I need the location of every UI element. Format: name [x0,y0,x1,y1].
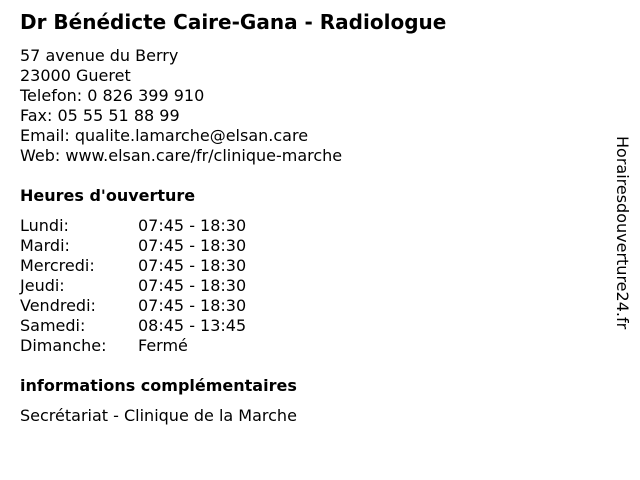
day-label: Mardi: [20,236,70,255]
extra-info-text: Secrétariat - Clinique de la Marche [20,406,297,425]
day-label: Vendredi: [20,296,96,315]
address-city: 23000 Gueret [20,66,131,85]
day-label: Jeudi: [20,276,65,295]
hours-row-wednesday [20,256,600,276]
website-address: Web: www.elsan.care/fr/clinique-marche [20,146,343,165]
day-label: Dimanche: [20,336,107,355]
phone-number: Telefon: 0 826 399 910 [20,86,205,105]
day-label: Mercredi: [20,256,95,275]
day-time: 07:45 - 18:30 [138,296,247,315]
site-brand-vertical: Horairesdouverture24.fr [613,136,632,330]
day-time: 08:45 - 13:45 [138,316,247,335]
hours-row-friday [20,296,600,316]
listing-card [20,8,600,426]
contact-block [20,46,600,166]
hours-row-monday [20,216,600,236]
day-time: 07:45 - 18:30 [138,256,247,275]
day-time: Fermé [138,336,188,355]
hours-row-thursday [20,276,600,296]
page-title: Dr Bénédicte Caire-Gana - Radiologue [20,10,447,34]
hours-row-tuesday [20,236,600,256]
extra-info-heading: informations complémentaires [20,376,297,395]
day-label: Lundi: [20,216,69,235]
email-address: Email: qualite.lamarche@elsan.care [20,126,309,145]
fax-number: Fax: 05 55 51 88 99 [20,106,180,125]
day-time: 07:45 - 18:30 [138,276,247,295]
day-label: Samedi: [20,316,86,335]
address-street: 57 avenue du Berry [20,46,179,65]
hours-table [20,216,600,356]
day-time: 07:45 - 18:30 [138,236,247,255]
day-time: 07:45 - 18:30 [138,216,247,235]
hours-row-sunday [20,336,600,356]
hours-row-saturday [20,316,600,336]
hours-heading: Heures d'ouverture [20,186,196,205]
